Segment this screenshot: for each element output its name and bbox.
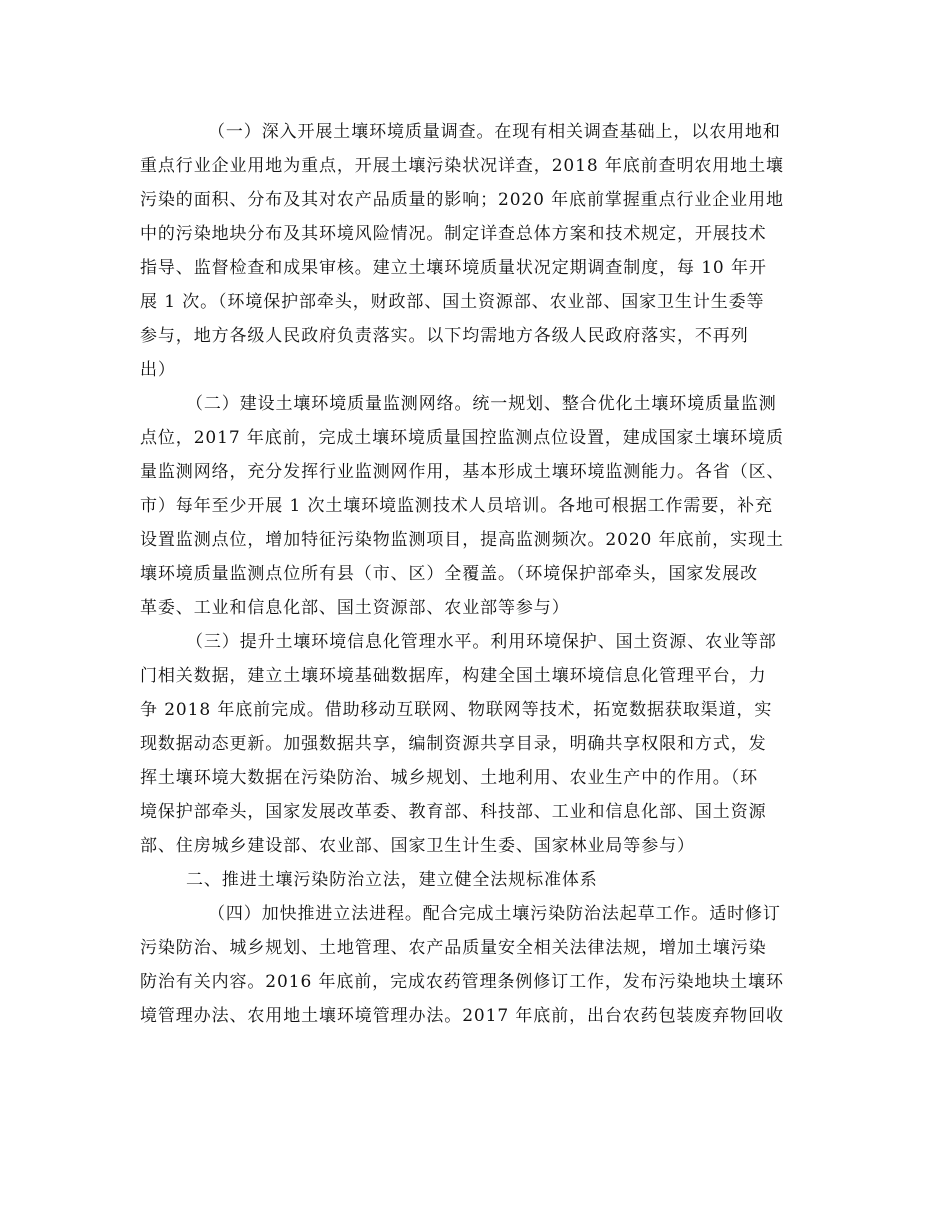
- paragraph-3-line: 门相关数据，建立土壤环境基础数据库，构建全国土壤环境信息化管理平台，力: [140, 666, 767, 686]
- paragraph-1-line: 展 1 次。（环境保护部牵头，财政部、国土资源部、农业部、国家卫生计生委等: [140, 292, 765, 312]
- paragraph-1-line: 参与，地方各级人民政府负责落实。以下均需地方各级人民政府落实，不再列: [140, 326, 749, 346]
- paragraph-1-line: （一）深入开展土壤环境质量调查。在现有相关调查基础上，以农用地和: [208, 122, 781, 142]
- paragraph-2-line: 设置监测点位，增加特征污染物监测项目，提高监测频次。2020 年底前，实现土: [140, 530, 784, 550]
- paragraph-3-line: 境保护部牵头，国家发展改革委、教育部、科技部、工业和信息化部、国土资源: [140, 802, 767, 822]
- paragraph-1-line: 中的污染地块分布及其环境风险情况。制定详查总体方案和技术规定，开展技术: [140, 224, 767, 244]
- paragraph-3-line: 挥土壤环境大数据在污染防治、城乡规划、土地利用、农业生产中的作用。（环: [140, 768, 758, 788]
- paragraph-1-line: 指导、监督检查和成果审核。建立土壤环境质量状况定期调查制度，每 10 年开: [140, 258, 767, 278]
- paragraph-2-line: 革委、工业和信息化部、国土资源部、农业部等参与）: [140, 598, 570, 618]
- paragraph-2-line: 点位，2017 年底前，完成土壤环境质量国控监测点位设置，建成国家土壤环境质: [140, 428, 784, 448]
- paragraph-4-line: 境管理办法、农用地土壤环境管理办法。2017 年底前，出台农药包装废弃物回收: [140, 1006, 784, 1026]
- paragraph-2-line: 量监测网络，充分发挥行业监测网作用，基本形成土壤环境监测能力。各省（区、: [140, 462, 785, 482]
- paragraph-3-line: （三）提升土壤环境信息化管理水平。利用环境保护、国土资源、农业等部: [186, 632, 777, 652]
- paragraph-2-line: 壤环境质量监测点位所有县（市、区）全覆盖。（环境保护部牵头，国家发展改: [140, 564, 758, 584]
- paragraph-1-line: 出）: [140, 360, 176, 380]
- paragraph-2-line: 市）每年至少开展 1 次土壤环境监测技术人员培训。各地可根据工作需要，补充: [140, 496, 773, 516]
- section-heading: 二、推进土壤污染防治立法，建立健全法规标准体系: [186, 870, 598, 890]
- paragraph-1-line: 重点行业企业用地为重点，开展土壤污染状况详查，2018 年底前查明农用地土壤: [140, 156, 784, 176]
- paragraph-2-line: （二）建设土壤环境质量监测网络。统一规划、整合优化土壤环境质量监测: [186, 394, 777, 414]
- paragraph-4-line: 污染防治、城乡规划、土地管理、农产品质量安全相关法律法规，增加土壤污染: [140, 938, 767, 958]
- paragraph-3-line: 现数据动态更新。加强数据共享，编制资源共享目录，明确共享权限和方式，发: [140, 734, 767, 754]
- paragraph-4-line: 防治有关内容。2016 年底前，完成农药管理条例修订工作，发布污染地块土壤环: [140, 972, 784, 992]
- paragraph-3-line: 争 2018 年底前完成。借助移动互联网、物联网等技术，拓宽数据获取渠道，实: [140, 700, 773, 720]
- paragraph-4-line: （四）加快推进立法进程。配合完成土壤污染防治法起草工作。适时修订: [208, 904, 781, 924]
- paragraph-1-line: 污染的面积、分布及其对农产品质量的影响；2020 年底前掌握重点行业企业用地: [140, 190, 784, 210]
- paragraph-3-line: 部、住房城乡建设部、农业部、国家卫生计生委、国家林业局等参与）: [140, 836, 695, 856]
